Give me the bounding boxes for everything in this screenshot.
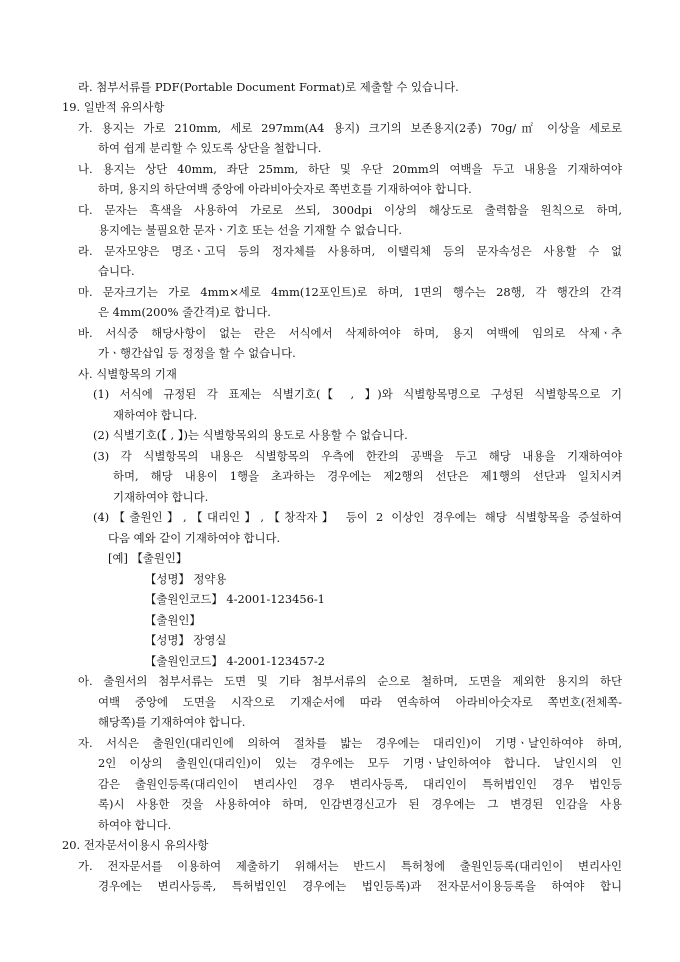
text-line: [예] 【출원인】: [108, 551, 188, 565]
text-line: 경우에는 변리사등록, 특허법인인 경우에는 법인등록)과 전자문서이용등록을 하여야 합니: [98, 879, 622, 893]
text-line: 하여야 합니다.: [98, 818, 172, 832]
text-line: 【출원인코드】 4-2001-123457-2: [145, 654, 325, 668]
text-line: (4)【출원인】,【대리인】,【창작자】 등이 2 이상인 경우에는 해당 식별항목을 증설하여: [93, 510, 622, 524]
text-line: 용지에는 불필요한 문자ㆍ기호 또는 선을 기재할 수 없습니다.: [98, 223, 403, 237]
text-line: (2) 식별기호(【 , 】)는 식별항목외의 용도로 사용할 수 없습니다.: [93, 428, 408, 442]
text-line: 사. 식별항목의 기재: [78, 367, 177, 381]
text-line: 습니다.: [98, 264, 135, 278]
text-line: 라. 문자모양은 명조ㆍ고딕 등의 정자체를 사용하며, 이탤릭체 등의 문자속성은 사용할 수 없: [78, 244, 622, 258]
text-line: 재하여야 합니다.: [113, 408, 198, 422]
text-line: 은 4mm(200% 줄간격)로 합니다.: [98, 305, 271, 319]
text-line: 20. 전자문서이용시 유의사항: [62, 838, 209, 852]
text-line: 바. 서식중 해당사항이 없는 란은 서식에서 삭제하여야 하며, 용지 여백에 임의로 삭제ㆍ추: [78, 326, 622, 340]
text-line: 하여 쉽게 분리할 수 있도록 상단을 철합니다.: [98, 141, 322, 155]
text-line: 가. 용지는 가로 210mm, 세로 297mm(A4 용지) 크기의 보존용지(2종) 70g/㎡ 이상을 세로로: [78, 121, 622, 135]
text-line: (1) 서식에 규정된 각 표제는 식별기호(【 , 】)와 식별항목명으로 구성된 식별항목으로 기: [93, 387, 622, 401]
text-line: 감은 출원인등록(대리인이 변리사인 경우 변리사등록, 대리인이 특허법인인 경우 법인등: [98, 777, 622, 791]
text-line: 자. 서식은 출원인(대리인에 의하여 절차를 밟는 경우에는 대리인)이 기명ㆍ날인하여야 하며,: [78, 736, 622, 750]
text-line: 나. 용지는 상단 40mm, 좌단 25mm, 하단 및 우단 20mm의 여백을 두고 내용을 기재하여야: [78, 162, 622, 176]
text-line: 2인 이상의 출원인(대리인)이 있는 경우에는 모두 기명ㆍ날인하여야 합니다. 날인시의 인: [98, 756, 622, 770]
text-line: 하며, 해당 내용이 1행을 초과하는 경우에는 제2행의 선단은 제1행의 선단과 일치시켜: [113, 469, 622, 483]
text-line: 다음 예와 같이 기재하여야 합니다.: [108, 531, 281, 545]
text-line: 라. 첨부서류를 PDF(Portable Document Format)로 제출할 수 있습니다.: [78, 80, 459, 94]
text-line: 여백 중앙에 도면을 시작으로 기재순서에 따라 연속하여 아라비아숫자로 쪽번호(전체쪽-: [98, 695, 622, 709]
text-line: 해당쪽)를 기재하여야 합니다.: [98, 715, 246, 729]
text-line: 하며, 용지의 하단여백 중앙에 아라비아숫자로 쪽번호를 기재하여야 합니다.: [98, 182, 472, 196]
text-line: 가. 전자문서를 이용하여 제출하기 위해서는 반드시 특허청에 출원인등록(대리인이 변리사인: [78, 859, 622, 873]
text-line: 아. 출원서의 첨부서류는 도면 및 기타 첨부서류의 순으로 철하며, 도면을 제외한 용지의 하단: [78, 674, 622, 688]
text-line: 【성명】 정약용: [145, 572, 227, 586]
text-line: 【출원인】: [145, 613, 201, 627]
text-line: 19. 일반적 유의사항: [62, 100, 165, 114]
text-line: (3) 각 식별항목의 내용은 식별항목의 우측에 한칸의 공백을 두고 해당 내용을 기재하여야: [93, 449, 622, 463]
text-line: 다. 문자는 흑색을 사용하여 가로로 쓰되, 300dpi 이상의 해상도로 출력함을 원칙으로 하며,: [78, 203, 622, 217]
text-line: 마. 문자크기는 가로 4mm×세로 4mm(12포인트)로 하며, 1면의 행수는 28행, 각 행간의 간격: [78, 285, 622, 299]
text-line: 【성명】 장영실: [145, 633, 227, 647]
text-line: 가ㆍ행간삽입 등 정정을 할 수 없습니다.: [98, 346, 296, 360]
text-line: 록)시 사용한 것을 사용하여야 하며, 인감변경신고가 된 경우에는 그 변경된 인감을 사용: [98, 797, 622, 811]
text-line: 기재하여야 합니다.: [113, 490, 209, 504]
text-line: 【출원인코드】 4-2001-123456-1: [145, 592, 325, 606]
